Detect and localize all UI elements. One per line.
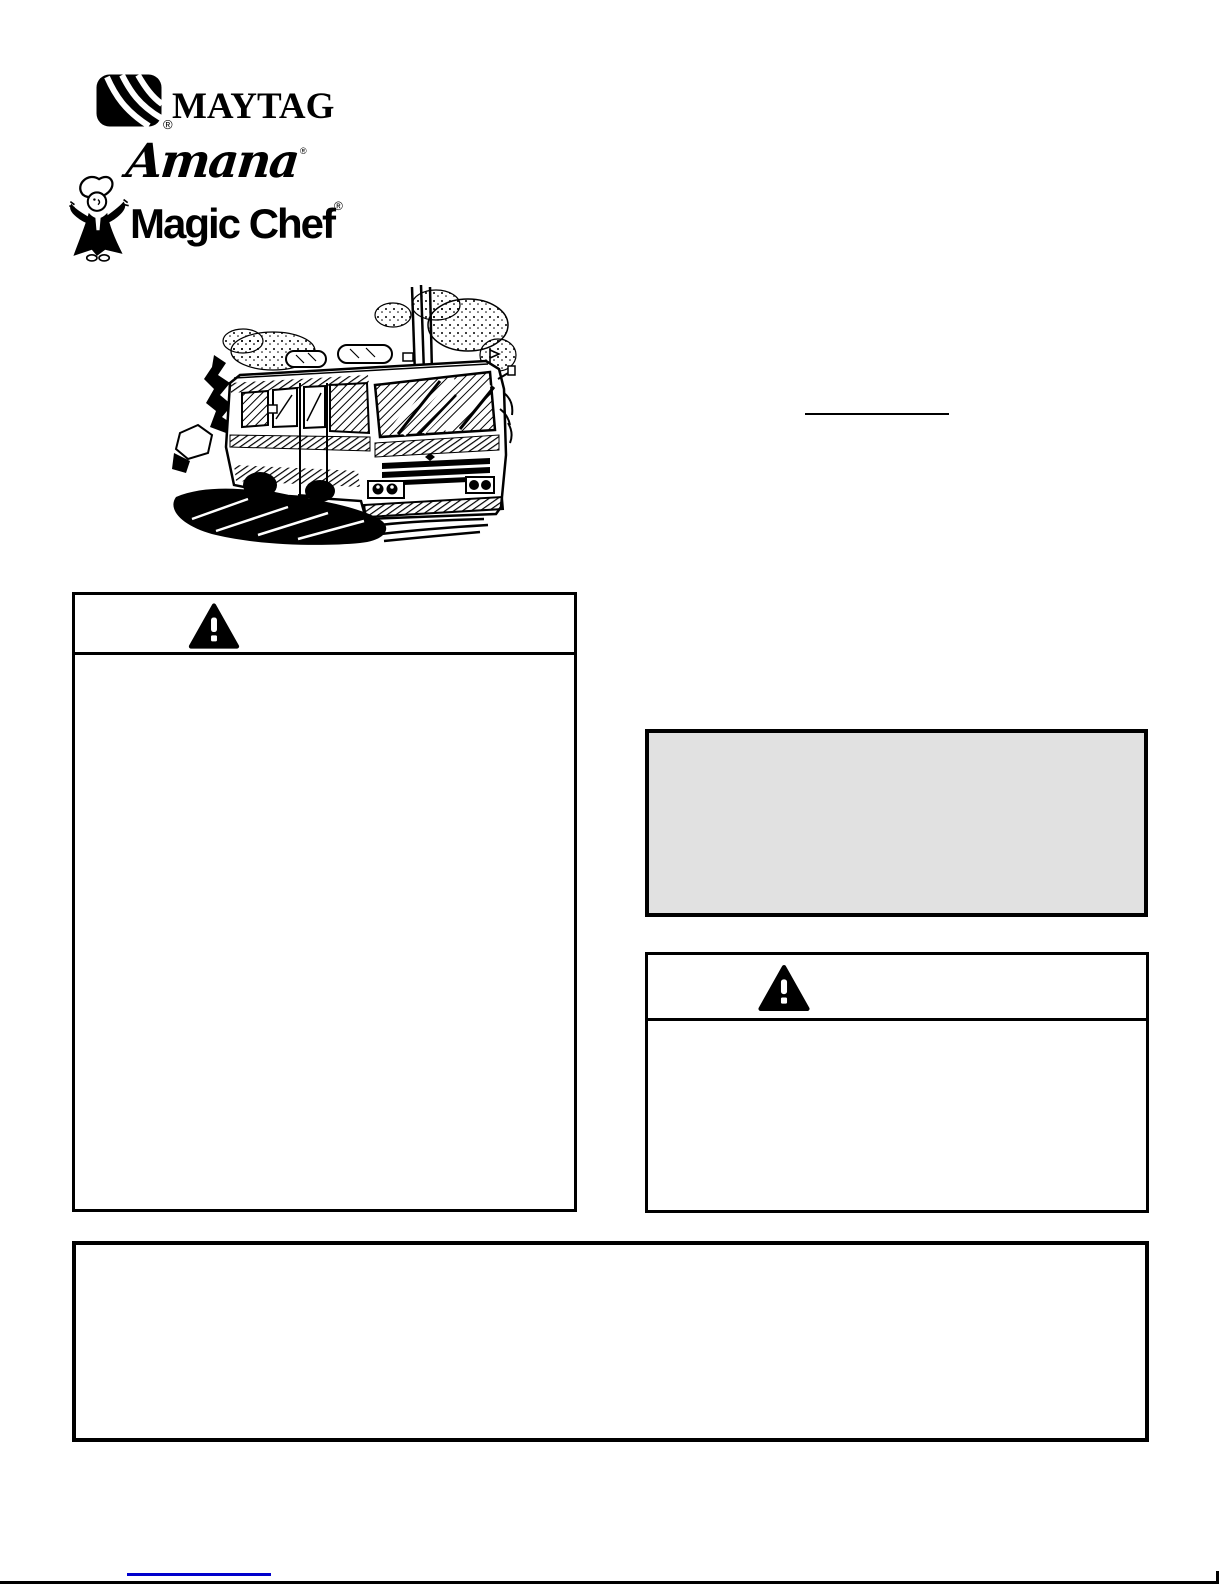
maytag-wordmark: MAYTAG [172, 86, 335, 127]
maytag-registered-mark: ® [163, 117, 173, 132]
blank-underline [805, 413, 949, 415]
page-edge-line [0, 1581, 1219, 1584]
warning-box-right [645, 952, 1149, 1213]
warning-triangle-icon [187, 603, 241, 649]
warning-header-right [648, 955, 1146, 1021]
note-box [645, 729, 1148, 917]
chef-mascot-icon [66, 174, 130, 262]
motorhome-illustration [168, 283, 520, 555]
magic-chef-registered-mark: ® [334, 199, 343, 213]
warning-header-left [75, 595, 574, 655]
warning-triangle-icon [758, 962, 810, 1014]
page-edge-tick [1216, 1571, 1219, 1584]
warning-body-right [648, 1021, 1146, 1210]
amana-wordmark: Amana [123, 134, 301, 189]
warning-box-left [72, 592, 577, 1212]
amana-registered-mark: ® [300, 146, 307, 156]
magic-chef-logo [66, 174, 366, 264]
magic-chef-wordmark: Magic Chef® [130, 199, 343, 247]
maytag-emblem-icon [95, 73, 163, 128]
warning-body-left [75, 655, 574, 1209]
info-box-bottom [72, 1241, 1149, 1442]
maytag-logo [95, 73, 415, 133]
footer-link-underline[interactable] [127, 1573, 271, 1576]
